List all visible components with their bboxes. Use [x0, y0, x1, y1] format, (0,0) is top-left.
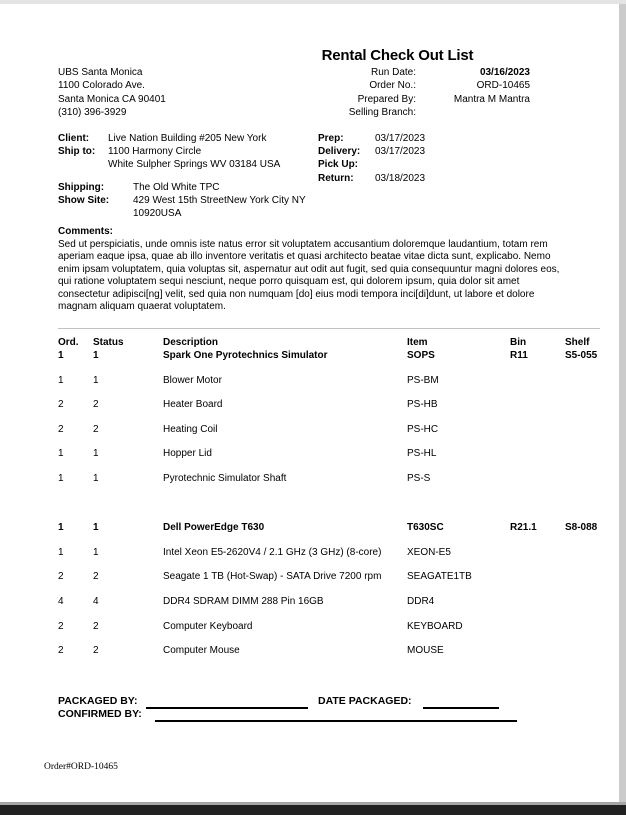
cell-status: 4	[93, 595, 99, 607]
cell-status: 2	[93, 571, 99, 583]
cell-description: Seagate 1 TB (Hot-Swap) - SATA Drive 7200 rpm	[163, 571, 382, 583]
meta-row-prepared-by	[300, 93, 530, 106]
dates-block	[318, 132, 425, 185]
return-row	[318, 172, 425, 185]
show-site-row2	[58, 207, 306, 220]
col-header-bin: Bin	[510, 337, 527, 348]
cell-status: 1	[93, 472, 99, 484]
shipping-label: Shipping:	[58, 182, 105, 193]
cell-description: Computer Keyboard	[163, 620, 253, 632]
prep-row	[318, 132, 425, 145]
client-label: Client:	[58, 133, 90, 144]
cell-ord: 2	[58, 620, 64, 632]
packaged-by-label: PACKAGED BY:	[58, 695, 138, 707]
cell-status: 1	[93, 448, 99, 460]
table-row	[58, 399, 600, 424]
cell-status: 1	[93, 546, 99, 558]
table-row	[58, 645, 600, 670]
store-address-block	[58, 66, 166, 119]
packaged-by-line	[146, 707, 308, 709]
order-meta-block	[300, 66, 530, 119]
show-site-line2: 10920USA	[133, 208, 182, 220]
comments-label: Comments:	[58, 226, 114, 237]
meta-row-run-date	[300, 66, 530, 79]
table-row	[58, 621, 600, 646]
cell-status: 1	[93, 350, 99, 361]
items-table	[58, 337, 600, 670]
cell-item: DDR4	[407, 595, 435, 607]
comments-text: Sed ut perspiciatis, unde omnis iste natus error sit voluptatem accusantium doloremque laudantium, totam rem aperiam eaque ipsa, quae ab illo inventore veritatis et quasi architecto beatae vitae dicta sunt, explicabo. Nemo enim ipsam voluptatem, quia voluptas sit, aspernatur aut odit aut fugit, sed quia consequuntur magni dolores eos, qui ratione voluptatem sequi nesciunt, neque porro quisquam est, qui dolorem ipsum, quia dolor sit amet consectetur adipisci[ng] velit, sed quia non numquam [do] eius modi tempora inci[di]dunt, ut labore et dolore magnam aliquam quaerat voluptatem.	[58, 239, 560, 313]
selling-branch-label: Selling Branch:	[348, 106, 416, 118]
ship-to-row	[58, 145, 280, 158]
ship-to-label: Ship to:	[58, 146, 96, 158]
confirmed-by-line	[155, 720, 517, 722]
cell-ord: 1	[58, 374, 64, 386]
ship-to-row2	[58, 158, 280, 171]
table-row-group	[58, 350, 600, 375]
page-title: Rental Check Out List	[321, 47, 474, 64]
table-row	[58, 547, 600, 572]
right-edge-strip	[619, 4, 626, 802]
table-row	[58, 424, 600, 449]
order-no-label: Order No.:	[369, 80, 416, 92]
cell-bin: R21.1	[510, 522, 537, 534]
return-value: 03/18/2023	[375, 172, 426, 184]
cell-bin: R11	[510, 350, 528, 361]
cell-description: Heating Coil	[163, 423, 218, 435]
table-row	[58, 571, 600, 596]
cell-ord: 1	[58, 546, 64, 558]
cell-item: SOPS	[407, 350, 435, 361]
selling-branch-value	[416, 106, 530, 119]
table-header-row	[58, 337, 600, 350]
store-address-line2: Santa Monica CA 90401	[58, 93, 166, 105]
cell-description: Heater Board	[163, 399, 223, 411]
cell-status: 1	[93, 374, 99, 386]
show-site-label-spacer	[58, 207, 133, 220]
table-row	[58, 596, 600, 621]
cell-description: Blower Motor	[163, 374, 222, 386]
col-header-status: Status	[93, 337, 124, 348]
pickup-row	[318, 158, 425, 171]
pickup-value	[375, 158, 425, 171]
col-header-description: Description	[163, 337, 219, 348]
date-packaged-label: DATE PACKAGED:	[318, 695, 412, 707]
cell-status: 2	[93, 620, 99, 632]
cell-description: Spark One Pyrotechnics Simulator	[163, 350, 328, 361]
cell-shelf: S8-088	[565, 522, 598, 534]
cell-item: KEYBOARD	[407, 620, 463, 632]
run-date-label: Run Date:	[370, 67, 416, 78]
col-header-item: Item	[407, 337, 428, 348]
cell-description: DDR4 SDRAM DIMM 288 Pin 16GB	[163, 595, 324, 607]
order-no-value: ORD-10465	[476, 80, 530, 92]
client-block	[58, 132, 280, 172]
delivery-row	[318, 145, 425, 158]
cell-item: PS-HL	[407, 448, 437, 460]
bottom-dark-bar	[0, 805, 626, 815]
cell-ord: 1	[58, 350, 64, 361]
table-group-spacer	[58, 498, 600, 523]
cell-description: Hopper Lid	[163, 448, 212, 460]
meta-row-selling-branch	[300, 106, 530, 119]
cell-ord: 2	[58, 645, 64, 657]
col-header-ord: Ord.	[58, 337, 79, 348]
meta-row-order-no	[300, 79, 530, 92]
cell-ord: 1	[58, 448, 64, 460]
prepared-by-label: Prepared By:	[357, 93, 416, 105]
top-edge-strip	[0, 0, 626, 4]
ship-to-line1: 1100 Harmony Circle	[108, 146, 202, 158]
table-row	[58, 448, 600, 473]
cell-item: PS-HB	[407, 399, 438, 411]
order-ref-footer: Order#ORD-10465	[44, 762, 118, 772]
cell-ord: 4	[58, 595, 64, 607]
cell-item: T630SC	[407, 522, 444, 534]
run-date-value: 03/16/2023	[479, 67, 530, 78]
cell-status: 2	[93, 423, 99, 435]
cell-status: 2	[93, 399, 99, 411]
table-top-rule	[58, 328, 600, 329]
cell-shelf: S5-055	[565, 350, 598, 361]
delivery-label: Delivery:	[318, 146, 361, 158]
table-row	[58, 473, 600, 498]
store-address-line1: 1100 Colorado Ave.	[58, 80, 145, 92]
prep-value: 03/17/2023	[375, 133, 426, 144]
cell-ord: 2	[58, 423, 64, 435]
table-row	[58, 375, 600, 400]
show-site-row	[58, 194, 306, 207]
cell-ord: 1	[58, 522, 64, 534]
cell-status: 2	[93, 645, 99, 657]
cell-description: Computer Mouse	[163, 645, 240, 657]
cell-item: MOUSE	[407, 645, 444, 657]
shipping-value: The Old White TPC	[133, 182, 220, 193]
cell-ord: 1	[58, 472, 64, 484]
ship-to-label-spacer	[58, 158, 108, 171]
store-name: UBS Santa Monica	[58, 67, 143, 78]
client-row	[58, 132, 280, 145]
cell-description: Pyrotechnic Simulator Shaft	[163, 472, 287, 484]
col-header-shelf: Shelf	[565, 337, 590, 348]
cell-status: 1	[93, 522, 99, 534]
delivery-value: 03/17/2023	[375, 146, 426, 158]
cell-item: SEAGATE1TB	[407, 571, 472, 583]
prep-label: Prep:	[318, 133, 344, 144]
cell-description: Intel Xeon E5-2620V4 / 2.1 GHz (3 GHz) (8-core)	[163, 546, 382, 558]
date-packaged-line	[423, 707, 499, 709]
show-site-line1: 429 West 15th StreetNew York City NY	[133, 195, 306, 207]
cell-item: PS-HC	[407, 423, 439, 435]
cell-item: XEON-E5	[407, 546, 451, 558]
show-site-label: Show Site:	[58, 195, 110, 207]
confirmed-by-label: CONFIRMED BY:	[58, 708, 142, 720]
cell-ord: 2	[58, 399, 64, 411]
prepared-by-value: Mantra M Mantra	[453, 93, 530, 105]
cell-item: PS-BM	[407, 374, 439, 386]
cell-item: PS-S	[407, 472, 431, 484]
cell-ord: 2	[58, 571, 64, 583]
shipping-row	[58, 181, 306, 194]
client-value: Live Nation Building #205 New York	[108, 133, 267, 144]
table-row-group	[58, 522, 600, 547]
return-label: Return:	[318, 172, 354, 184]
pickup-label: Pick Up:	[318, 159, 359, 171]
store-phone: (310) 396-3929	[58, 106, 127, 118]
ship-to-line2: White Sulpher Springs WV 03184 USA	[108, 159, 281, 171]
cell-description: Dell PowerEdge T630	[163, 522, 265, 534]
shipping-block	[58, 181, 306, 221]
